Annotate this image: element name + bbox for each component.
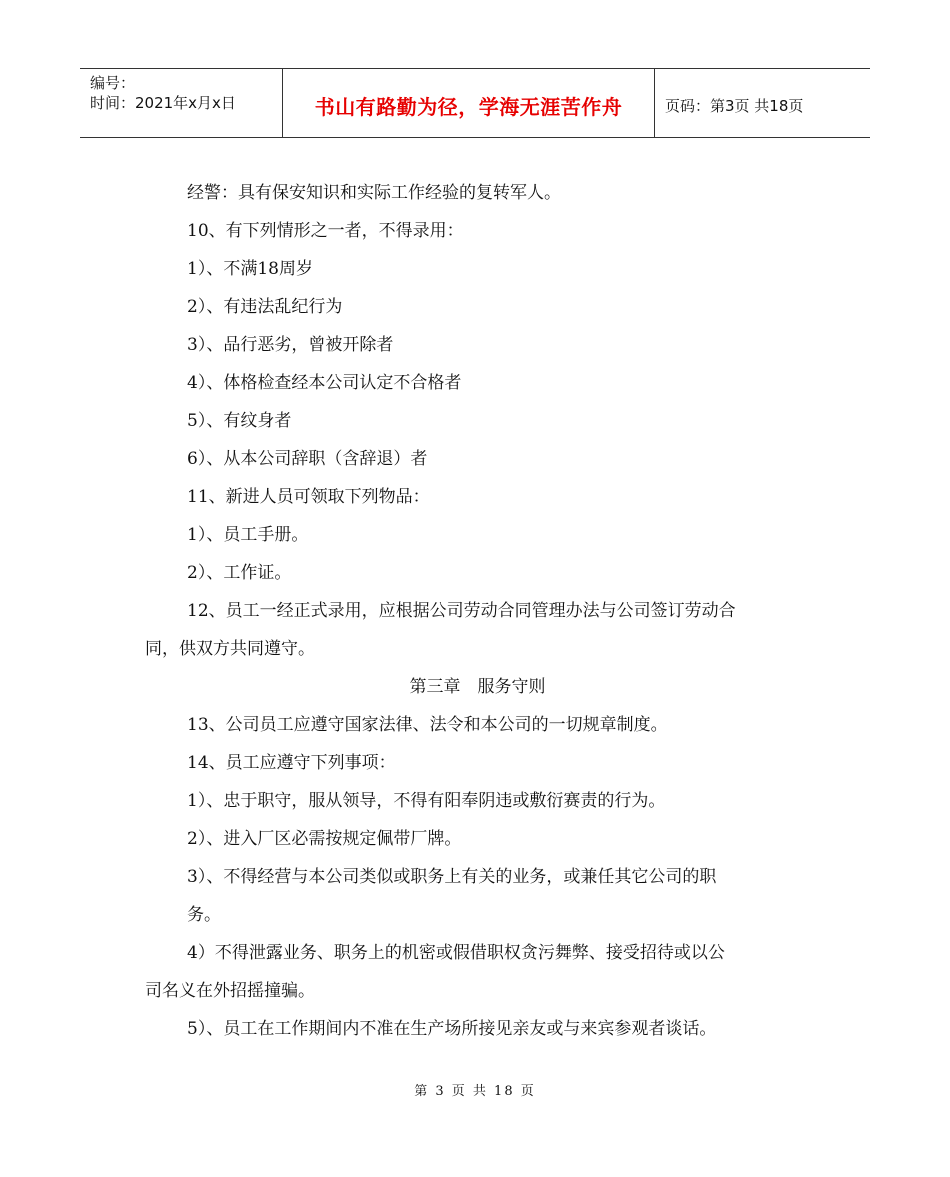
clause-12: 12、员工一经正式录用，应根据公司劳动合同管理办法与公司签订劳动合 — [187, 601, 736, 621]
list-item: 1）、员工手册。 — [187, 525, 309, 545]
document-body — [145, 174, 810, 1048]
list-item: 5）、员工在工作期间内不准在生产场所接见亲友或与来宾参观者谈话。 — [187, 1019, 717, 1039]
chapter-heading: 第三章 服务守则 — [409, 677, 546, 697]
list-item: 2）、有违法乱纪行为 — [187, 297, 343, 317]
header-motto-cell — [282, 69, 655, 137]
document-date: 时间：2021年x月x日 — [90, 94, 236, 112]
list-item: 3）、不得经营与本公司类似或职务上有关的业务，或兼任其它公司的职 — [187, 867, 717, 887]
clause-11: 11、新进人员可领取下列物品： — [187, 487, 430, 507]
list-item: 4）、体格检查经本公司认定不合格者 — [187, 373, 462, 393]
header-page-info: 页码：第3页 共18页 — [665, 96, 804, 115]
paragraph-line: 经警：具有保安知识和实际工作经验的复转军人。 — [187, 183, 561, 203]
page-footer: 第 3 页 共 18 页 — [414, 1084, 536, 1099]
list-item: 4）不得泄露业务、职务上的机密或假借职权贪污舞弊、接受招待或以公 — [187, 943, 725, 963]
list-item: 1）、忠于职守，服从领导，不得有阳奉阴违或敷衍赛责的行为。 — [187, 791, 666, 811]
document-number-label: 编号： — [90, 74, 136, 92]
list-item: 6）、从本公司辞职（含辞退）者 — [187, 449, 428, 469]
header-meta — [80, 69, 282, 137]
list-item: 5）、有纹身者 — [187, 411, 292, 431]
header-motto: 书山有路勤为径，学海无涯苦作舟 — [314, 94, 623, 119]
paragraph-continuation: 同，供双方共同遵守。 — [145, 639, 315, 659]
list-item-continuation: 务。 — [187, 905, 221, 925]
list-item: 2）、进入厂区必需按规定佩带厂牌。 — [187, 829, 462, 849]
paragraph-continuation: 司名义在外招摇撞骗。 — [145, 981, 315, 1001]
list-item: 3）、品行恶劣，曾被开除者 — [187, 335, 394, 355]
clause-14: 14、员工应遵守下列事项： — [187, 753, 396, 773]
clause-10: 10、有下列情形之一者，不得录用： — [187, 221, 464, 241]
clause-13: 13、公司员工应遵守国家法律、法令和本公司的一切规章制度。 — [187, 715, 668, 735]
page-header — [80, 68, 870, 138]
list-item: 1）、不满18周岁 — [187, 259, 313, 279]
list-item: 2）、工作证。 — [187, 563, 292, 583]
